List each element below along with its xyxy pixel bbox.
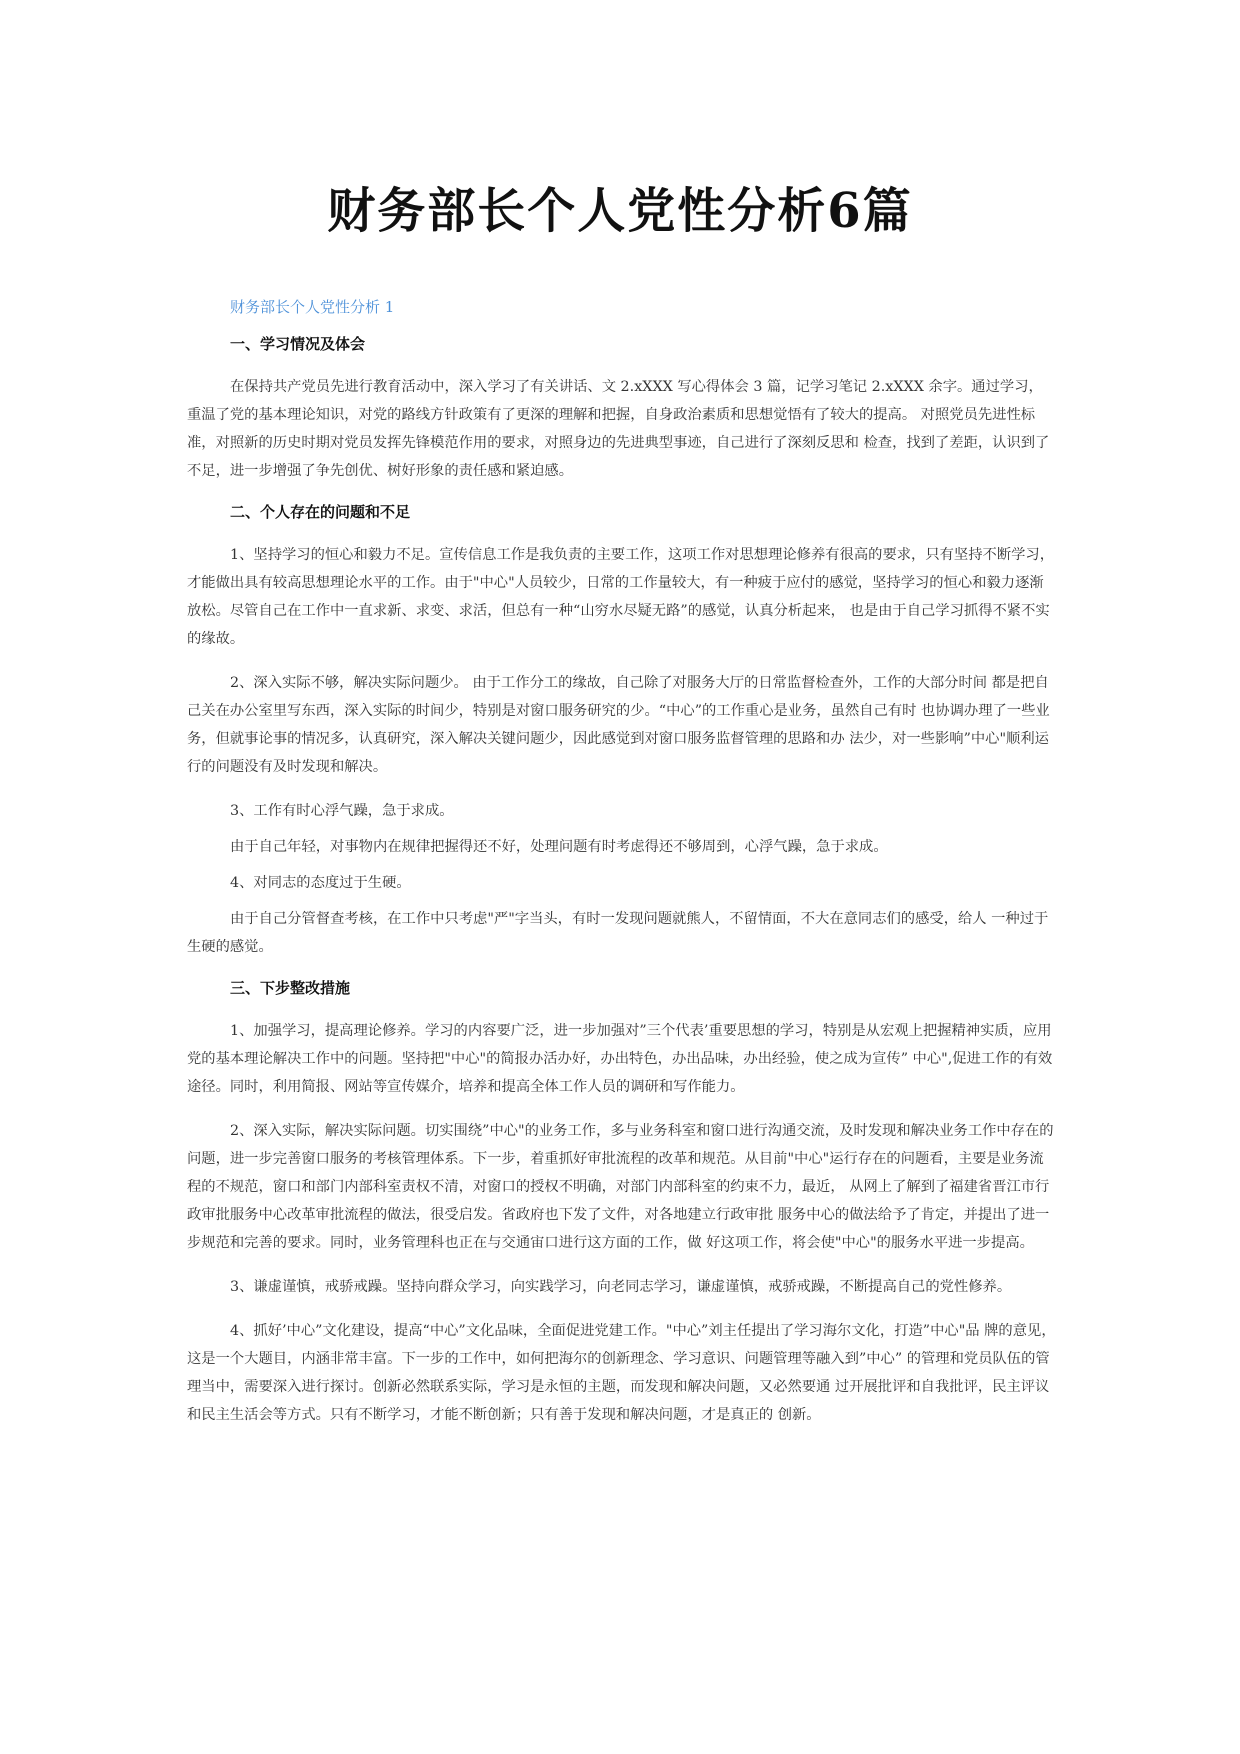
paragraph: 由于自己年轻，对事物内在规律把握得还不好，处理问题有时考虑得还不够周到，心浮气躁，急于求成。	[230, 839, 888, 855]
paragraph: 3、谦虚谨慎，戒骄戒躁。坚持向群众学习，向实践学习，向老同志学习，谦虚谨慎，戒骄戒躁，不断提高自己的党性修养。	[230, 1279, 1012, 1295]
article-1-link[interactable]: 财务部长个人党性分析 1	[230, 298, 395, 316]
paragraph: 由于自己分管督查考核，在工作中只考虑"严"字当头，有时一发现问题就熊人，不留情面，不大在意同志们的感受，给人 一种过于生硬的感觉。	[187, 911, 1049, 955]
paragraph: 3、工作有时心浮气躁，急于求成。	[230, 803, 454, 819]
paragraph: 2、深入实际，解决实际问题。切实围绕”中心"的业务工作，多与业务科室和窗口进行沟通交流，及时发现和解决业务工作中存在的问题，进一步完善窗口服务的考核管理体系。下一步，着重抓好审批流程的改革和规范。从目前"中心"运行存在的问题看，主要是业务流程的不规范，窗口和部门内部科室责权不清，对窗口的授权不明确，对部门内部科室的约束不力，最近， 从网上了解到了福建省晋江市行政审批服务中心改革审批流程的做法，很受启发。省政府也下发了文件，对各地建立行政审批 服务中心的做法给予了肯定，并提出了进一步规范和完善的要求。同时，业务管理科也正在与交通宙口进行这方面的工作，做 好这项工作，将会使"中心"的服务水平进一步提高。	[187, 1123, 1054, 1251]
section-heading-problems: 二、个人存在的问题和不足	[230, 503, 411, 521]
paragraph: 2、深入实际不够，解决实际问题少。 由于工作分工的缘故，自己除了对服务大厅的日常监督检查外，工作的大部分时间 都是把自己关在办公室里写东西，深入实际的时间少，特别是对窗口服务研究的少。“中心”的工作重心是业务，虽然自己有时 也协调办理了一些业务，但就事论事的情况多，认真研究，深入解决关键问题少，因此感觉到对窗口服务监督管理的思路和办 法少，对一些影响”中心"顺利运行的问题没有及时发现和解决。	[187, 675, 1050, 775]
document-title: 财务部长个人党性分析6篇	[327, 183, 913, 239]
document-body	[187, 333, 1057, 1445]
paragraph: 4、对同志的态度过于生硬。	[230, 875, 411, 891]
paragraph: 1、加强学习，提高理论修养。学习的内容要广泛，进一步加强对”三个代表’重要思想的学习，特别是从宏观上把握精神实质，应用党的基本理论解决工作中的问题。坚持把"中心"的简报办活办好，办出特色，办出品味，办出经验，使之成为宣传” 中心",促进工作的有效途径。同时，利用简报、网站等宣传媒介，培养和提高全体工作人员的调研和写作能力。	[187, 1023, 1053, 1095]
paragraph: 在保持共产党员先进行教育活动中，深入学习了有关讲话、文 2.xXXX 写心得体会 3 篇，记学习笔记 2.xXXX 余字。通过学习，重温了党的基本理论知识，对党的路线方针政策有了更深的理解和把握，自身政治素质和思想觉悟有了较大的提高。 对照党员先进性标准，对照新的历史时期对党员发挥先锋模范作用的要求，对照身边的先进典型事迹，自己进行了深刻反思和 检查，找到了差距，认识到了不足，进一步增强了争先创优、树好形象的责任感和紧迫感。	[187, 379, 1050, 479]
section-heading-measures: 三、下步整改措施	[230, 979, 351, 997]
paragraph: 1、坚持学习的恒心和毅力不足。宣传信息工作是我负责的主要工作，这项工作对思想理论修养有很高的要求，只有坚持不断学习，才能做出具有较高思想理论水平的工作。由于"中心"人员较少，日常的工作量较大，有一种疲于应付的感觉，坚持学习的恒心和毅力逐渐放松。尽管自己在工作中一直求新、求变、求活，但总有一种“山穷水尽疑无路”的感觉，认真分析起来， 也是由于自己学习抓得不紧不实的缘故。	[187, 547, 1055, 647]
paragraph: 4、抓好’中心”文化建设，提高“中心”文化品味，全面促进党建工作。"中心”刘主任提出了学习海尔文化，打造”中心"品 牌的意见，这是一个大题目，内涵非常丰富。下一步的工作中，如何把海尔的创新理念、学习意识、问题管理等融入到”中心” 的管理和党员队伍的管理当中，需要深入进行探讨。创新必然联系实际，学习是永恒的主题，而发现和解决问题，又必然要通 过开展批评和自我批评，民主评议和民主生活会等方式。只有不断学习，才能不断创新；只有善于发现和解决问题，才是真正的 创新。	[187, 1323, 1056, 1423]
section-heading-study: 一、学习情况及体会	[230, 335, 366, 353]
